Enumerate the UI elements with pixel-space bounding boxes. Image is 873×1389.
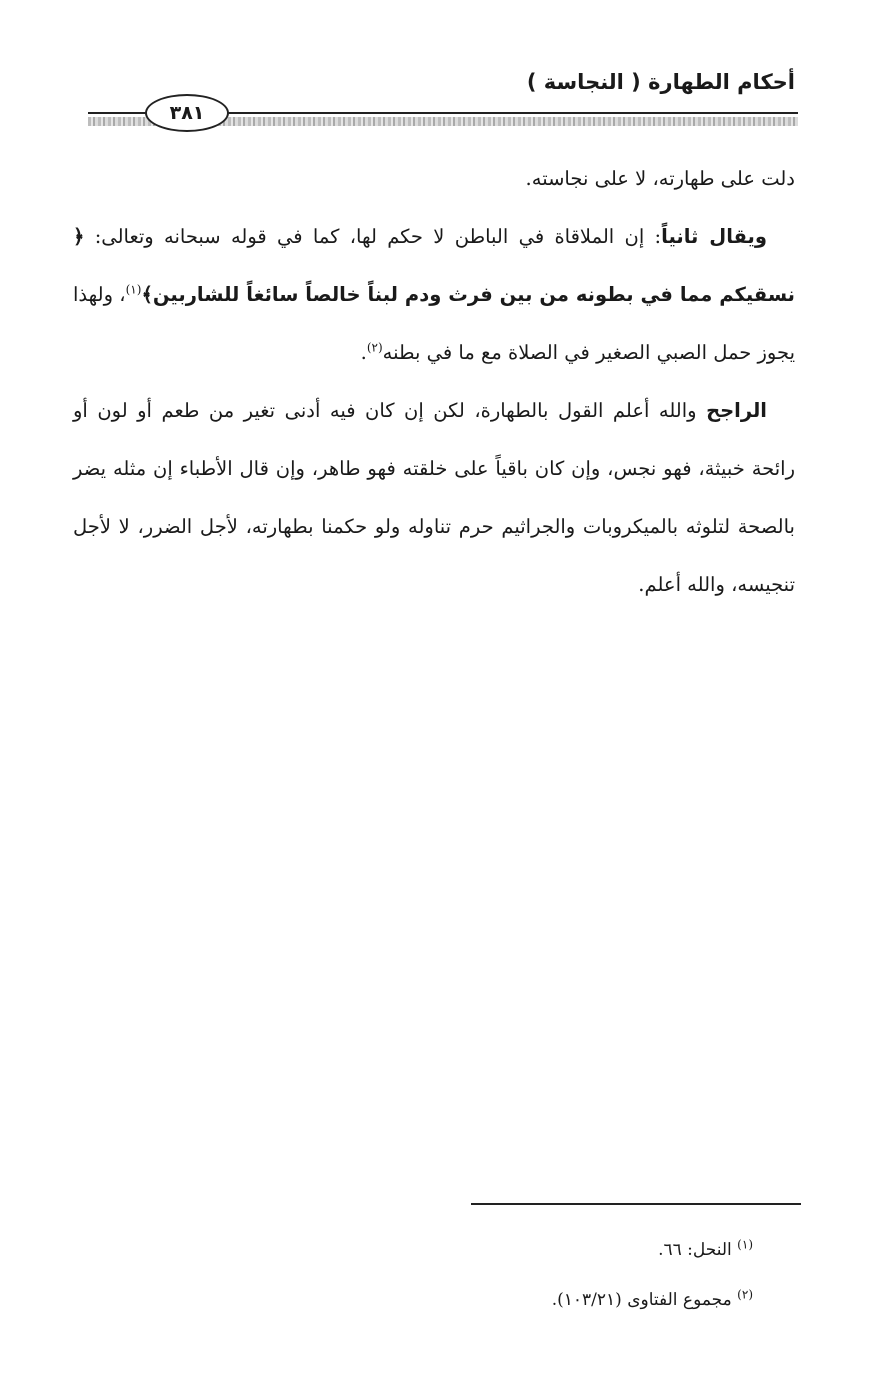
main-text [73,150,795,614]
footnote-2-text: مجموع الفتاوى (١٠٣/٢١). [551,1290,738,1310]
page-number-badge [145,94,229,132]
footnote-rule [471,1203,801,1205]
page-number: ٣٨١ [169,102,205,124]
quran-verse: ﴿ نسقيكم مما في بطونه من بين فرث ودم لبناً خالصاً سائغاً للشاربين﴾ [73,225,795,306]
footnote-ref-2: (٢) [366,340,383,355]
paragraph-2-tail: ، ولهذا يجوز حمل الصبي الصغير في الصلاة مع ما في بطنه [73,283,795,364]
footnote-1-text: النحل: ٦٦. [658,1240,738,1260]
footnote-ref-1: (١) [125,282,142,297]
footnote-2-mark: (٢) [737,1287,753,1302]
bold-lead-2: الراجح [706,399,767,422]
footnotes [333,1225,753,1325]
paragraph-1: دلت على طهارته، لا على نجاسته. [525,167,795,190]
paragraph-2-end: . [360,341,367,364]
bold-lead-1: ويقال ثانياً [661,225,767,248]
footnote-1-mark: (١) [737,1237,753,1252]
paragraph-2-text: : إن الملاقاة في الباطن لا حكم لها، كما في قوله سبحانه وتعالى: [84,225,662,248]
footnote-2 [333,1275,753,1325]
paragraph-3 [73,382,795,614]
running-header-title: أحكام الطهارة ( النجاسة ) [526,70,795,94]
footnote-1 [333,1225,753,1275]
paragraph-3-text: والله أعلم القول بالطهارة، لكن إن كان فيه أدنى تغير من طعم أو لون أو رائحة خبيثة، فهو نجس، وإن كان باقياً على خلقته فهو طاهر، وإن قال الأطباء إن مثله يضر بالصحة لتلوثه بالميكروبات والجراثيم حرم تناوله ولو حكمنا بطهارته، لأجل الضرر، لا لأجل تنجيسه، والله أعلم. [73,399,795,596]
paragraph-2 [73,208,795,382]
